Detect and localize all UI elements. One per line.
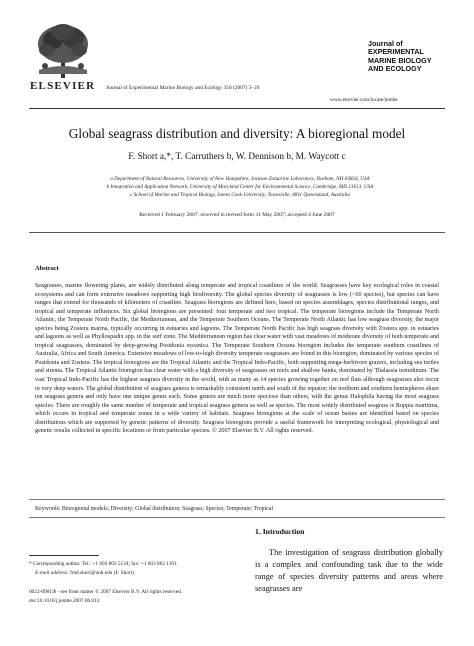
abstract-body: Seagrasses, marine flowering plants, are widely distributed along temperate and tropical coastlines of the world. Seagrasses have key ecological roles in coastal ecosystems and can form extensive meadows supporting high biodiversity. The global species diversity of seagrasses is low (<60 species), but species can have ranges that extend for thousands of kilometers of coastline. Seagrass bioregions are defined here, based on species assemblages, species distributional ranges, and tropical and temperate influences. Six global bioregions are presented: four temperate and two tropical. The temperate bioregions include the Temperate North Atlantic, the Temperate North Pacific, the Mediterranean, and the Temperate Southern Oceans. The Temperate North Atlantic has low seagrass diversity, the major species being Zostera marina, typically occurring in estuaries and lagoons. The Temperate North Pacific has high seagrass diversity with Zostera spp. in estuaries and lagoons as well as Phyllospadix spp. in the surf zone. The Mediterranean region has clear water with vast meadows of moderate diversity of both temperate and tropical seagrasses, dominated by deep-growing Posidonia oceanica. The Temperate Southern Oceans bioregion includes the temperate southern coastlines of Australia, Africa and South America. Extensive meadows of low-to-high diversity temperate seagrasses are found in this bioregion, dominated by various species of Posidonia and Zostera. The tropical bioregions are the Tropical Atlantic and the Tropical Indo-Pacific, both supporting mega-herbivore grazers, including sea turtles and sirenia. The Tropical Atlantic bioregion has clear water with a high diversity of seagrasses on reefs and shallow banks, dominated by Thalassia testudinum. The vast Tropical Indo-Pacific has the highest seagrass diversity in the world, with as many as 14 species growing together on reef flats although seagrasses also occur in very deep waters. The global distribution of seagrass genera is remarkably consistent north and south of the equator; the northern and southern hemispheres share ten seagrass genera and only have one unique genus each. Some genera are much more speciose than others, with the genus Halophila having the most seagrass species. There are roughly the same number of temperate and tropical seagrass genera as well as species. The most widely distributed seagrass is Ruppia maritima, which occurs in tropical and temperate zones in a wide variety of habitats. Seagrass bioregions at the scale of ocean basins are identified based on species distributions which are supported by genetic patterns of diversity. Seagrass bioregions provide a useful framework for interpreting ecological, physiological and genetic results collected in specific locations or from particular species. © 2007 Elsevier B.V. All rights reserved. xyxy=(35,283,439,435)
title-divider xyxy=(29,232,445,233)
elsevier-tree-logo xyxy=(33,20,93,80)
journal-name-line: AND ECOLOGY xyxy=(368,63,422,73)
author-list: F. Short a,*, T. Carruthers b, W. Dennison b, M. Waycott c xyxy=(128,152,346,162)
article-title: Global seagrass distribution and diversity: A bioregional model xyxy=(68,126,406,141)
journal-name-block xyxy=(368,40,445,73)
issn-line: 0022-0981/$ - see front matter © 2007 Elsevier B.V. All rights reserved. xyxy=(29,589,183,595)
affiliation: a Department of Natural Resources, University of New Hampshire, Jackson Estuarine Laboratory, Durham, NH 03824, USA xyxy=(110,176,370,182)
introduction-body: The investigation of seagrass distribution globally is a complex and confounding task due to the wide range of species diversity patterns and areas where seagrasses are xyxy=(255,548,443,594)
section-heading-introduction: 1. Introduction xyxy=(255,527,305,536)
header-divider xyxy=(29,108,445,109)
affiliation: b Integration and Application Network, University of Maryland Center for Environmental Science, Cambridge, MD 21613, USA xyxy=(106,184,374,190)
journal-citation: Journal of Experimental Marine Biology and Ecology 350 (2007) 3–20 xyxy=(106,85,260,91)
keywords-line: Keywords: Bioregional models; Diversity; Global distribution; Seagrass; Species; Temperate; Tropical xyxy=(35,506,273,512)
email-link[interactable]: fred.short@unh.edu (F. Short). xyxy=(70,570,136,576)
journal-name-line: EXPERIMENTAL xyxy=(368,47,424,57)
abstract-divider xyxy=(29,499,445,500)
footnote-divider xyxy=(29,555,99,556)
journal-name-line: Journal of xyxy=(368,39,403,48)
affiliation: c School of Marine and Tropical Biology, James Cook University, Townsville, 4811 Queensland, Australia xyxy=(129,192,351,198)
publisher-name: ELSEVIER xyxy=(30,80,96,92)
journal-url-link[interactable]: www.elsevier.com/locate/jembe xyxy=(330,97,398,103)
email-note xyxy=(35,570,135,576)
corresponding-author-note: * Corresponding author. Tel.: +1 603 862 5134; fax: +1 603 862 1101. xyxy=(29,561,179,567)
keywords-divider xyxy=(29,517,445,518)
doi-link[interactable]: doi:10.1016/j.jembe.2007.06.012 xyxy=(29,598,100,604)
journal-name-line: MARINE BIOLOGY xyxy=(368,55,432,65)
email-label: E-mail address: xyxy=(35,570,69,576)
abstract-heading: Abstract xyxy=(35,265,59,272)
received-dates: Received 1 February 2007; received in revised form 31 May 2007; accepted 4 June 2007 xyxy=(139,212,335,218)
